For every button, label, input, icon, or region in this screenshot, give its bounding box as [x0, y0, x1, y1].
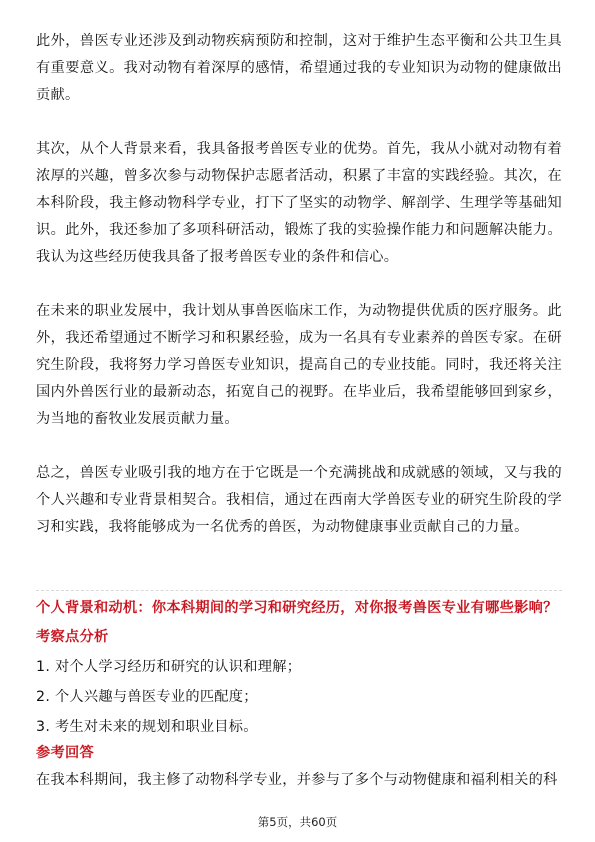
list-item: 2. 个人兴趣与兽医专业的匹配度；: [36, 689, 258, 705]
section-divider: [36, 590, 562, 591]
list-item: 3. 考生对未来的规划和职业目标。: [36, 719, 258, 735]
list-item: 1. 对个人学习经历和研究的认识和理解；: [36, 659, 302, 675]
analysis-heading: 考察点分析: [36, 629, 109, 645]
document-body: [36, 28, 562, 541]
answer-heading: 参考回答: [36, 745, 94, 761]
paragraph: 在未来的职业发展中，我计划从事兽医临床工作，为动物提供优质的医疗服务。此外，我还希望通过不断学习和积累经验，成为一名具有专业素养的兽医专家。在研究生阶段，我将努力学习兽医专业知识，提高自己的专业技能。同时，我还将关注国内外兽医行业的最新动态，拓宽自己的视野。在毕业后，我希望能够回到家乡，为当地的畜牧业发展贡献力量。: [36, 303, 562, 427]
answer-text: 在我本科期间，我主修了动物科学专业，并参与了多个与动物健康和福利相关的科: [36, 772, 558, 788]
interview-question: 个人背景和动机：你本科期间的学习和研究经历，对你报考兽医专业有哪些影响？: [36, 600, 558, 616]
page-number: 第5页，共60页: [257, 815, 338, 829]
paragraph: 此外，兽医专业还涉及到动物疾病预防和控制，这对于维护生态平衡和公共卫生具有重要意义。我对动物有着深厚的感情，希望通过我的专业知识为动物的健康做出贡献。: [36, 33, 562, 103]
analysis-list: [36, 652, 301, 742]
paragraph: 总之，兽医专业吸引我的地方在于它既是一个充满挑战和成就感的领域，又与我的个人兴趣和专业背景相契合。我相信，通过在西南大学兽医专业的研究生阶段的学习和实践，我将能够成为一名优秀的兽医，为动物健康事业贡献自己的力量。: [36, 465, 562, 535]
paragraph: 其次，从个人背景来看，我具备报考兽医专业的优势。首先，我从小就对动物有着浓厚的兴趣，曾多次参与动物保护志愿者活动，积累了丰富的实践经验。其次，在本科阶段，我主修动物科学专业，打下了坚实的动物学、解剖学、生理学等基础知识。此外，我还参加了多项科研活动，锻炼了我的实验操作能力和问题解决能力。我认为这些经历使我具备了报考兽医专业的条件和信心。: [36, 141, 562, 265]
